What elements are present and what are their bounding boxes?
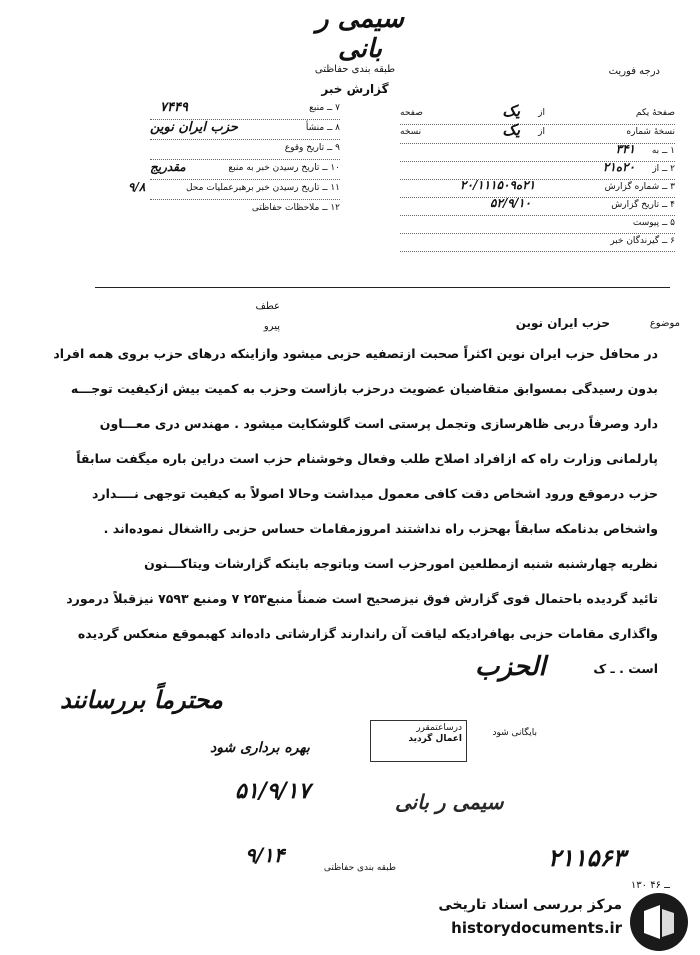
field-value: ۷۴۴۹ [160,100,188,115]
watermark-url: historydocuments.ir [451,919,622,937]
body-line: پارلمانی وزارت راه که ازافراد اصلاح طلب وفعال وخوشنام حزب است دراین باره میگفت سابقاً [76,451,658,466]
handwritten-middle-note: بهره برداری شود [210,740,310,756]
body-line: در محافل حزب ایران نوین اکثراً صحبت ازتصفیه حزبی میشود وازاینکه درهای حزب بروی همه افراد [53,346,658,361]
top-handwritten-stamp: سیمی ر بانی [316,4,404,64]
field-row [128,180,340,200]
field-value: یک [502,121,520,139]
bottom-signature: ۹/۱۴ [245,843,285,867]
field-label: ۱۱ ــ تاریخ رسیدن خبر برهبرعملیات محل [185,183,340,193]
body-line: بدون رسیدگی بمسوابق متقاضیان عضویت درحزب بازاست وحزب به کمیت بیش ازکیفیت توجـــه [70,381,658,396]
report-title: گزارش خبر [321,82,389,96]
field-label: ۲ ــ از [652,164,675,174]
stamp-line: اعمال گردید [408,734,462,744]
bottom-number: ۲۱۱۵۶۳ [548,843,626,872]
field-mid: از [538,127,545,137]
subject-row [430,316,680,334]
field-label: نسخهٔ شماره [626,127,675,137]
header-divider [95,287,670,288]
field-value: یک [502,102,520,120]
body-line: واشخاص بدنامکه سابقاً بهحزب راه نداشتند امروزمقامات حساس حزبی رااشغال نموده‌اند . [103,521,658,536]
body-line: نظریه چهارشنبه شنبه ازمطلعین امورحزب است وباتوجه باینکه گزارشات ویتاکـــنون [144,556,658,571]
field-value: ۲۰ه۲۱ [602,160,635,174]
field-value: ۳۴۱ [615,142,635,156]
archive-logo-icon [630,893,688,951]
field-value: حزب ایران نوین [150,120,238,135]
classification-label-top: طبقه بندی حفاظتی [314,64,396,75]
subject-label: موضوع [649,318,680,329]
field-label: ۱ ــ به [651,146,675,156]
field-value: مقدریج [150,160,186,174]
handwritten-signature: الحزب [475,652,546,682]
watermark [420,893,690,949]
stamp-side-note: بایگانی شود [492,728,537,738]
field-label: ۴ ــ تاریخ گزارش [611,200,675,210]
body-line: است . ـ ک [593,661,658,676]
field-tail: نسخه [400,127,422,137]
field-label: ۸ ــ منشأ [305,123,340,133]
field-value: ۹/۸ [128,180,146,194]
field-label: ۹ ــ تاریخ وقوع [284,143,340,153]
watermark-title: مرکز بررسی اسناد تاریخی [438,897,622,913]
field-row [400,162,675,180]
subject-value: حزب ایران نوین [515,316,610,330]
field-value: ۲۱ه۲۰/۱۱۱۵۰۹ [460,178,536,192]
handwritten-date-note: ۵۱/۹/۱۷ [235,778,311,804]
field-row [150,160,340,180]
field-label: ۱۲ ــ ملاحظات حفاظتی [251,203,340,213]
classification-label-bottom: طبقه بندی حفاظتی [323,863,397,873]
page-reference: ۱۳۰ ــ ۴۶ [630,880,670,891]
field-label: ۵ ــ پیوست [632,218,675,228]
field-label: ۷ ــ منبع [309,103,340,113]
field-row [400,198,675,216]
field-value: ۵۲/۹/۱۰ [490,196,531,210]
field-row [150,200,340,219]
field-label: ۶ ــ گیرندگان خبر [610,236,675,246]
field-label: ۱۰ ــ تاریخ رسیدن خبر به منبع [228,163,340,173]
handwritten-mark: سیمی ر بانی [395,790,504,814]
report-body [38,346,658,696]
field-row [150,100,340,120]
stamp-line: درساعتمقرر [416,723,462,733]
field-label: صفحهٔ یکم [635,108,675,118]
body-line: حزب درموقع ورود اشخاص دقت کافی معمول میداشت وحالا اصولاً به کیفیت توجهی نــــدارد [91,486,658,501]
field-row [150,140,340,160]
handwritten-left-note: محترماً بررسانند [60,685,223,714]
field-row [400,216,675,234]
atf-label: عطف [255,301,280,312]
left-fields [128,100,340,219]
field-label: ۳ ــ شماره گزارش [604,182,675,192]
approval-stamp [370,720,467,762]
body-line: دارد وصرفاً دربی ظاهرسازی وتجمل پرستی است گلوشکایت میشود . مهندس دری معـــاون [99,416,658,431]
field-mid: از [538,108,545,118]
right-fields [400,102,675,252]
urgency-label: درجه فوریت [608,66,660,77]
body-line: تائید گردیده باحتمال قوی گزارش فوق نیزصحیح است ضمناً منبع۲۵۳ ۷ ومنبع ۷۵۹۳ نیزقبلاً درمورد [66,591,658,606]
field-row [150,120,340,140]
field-row [400,234,675,252]
field-row [400,180,675,198]
field-tail: صفحه [400,108,423,118]
body-line: واگذاری مقامات حزبی بهافرادیکه لیاقت آن راندارند گزارشاتی داده‌اند کهبموقع منعکس گردیده [77,626,658,641]
field-row [400,102,675,125]
peyro-label: پیرو [263,321,280,332]
